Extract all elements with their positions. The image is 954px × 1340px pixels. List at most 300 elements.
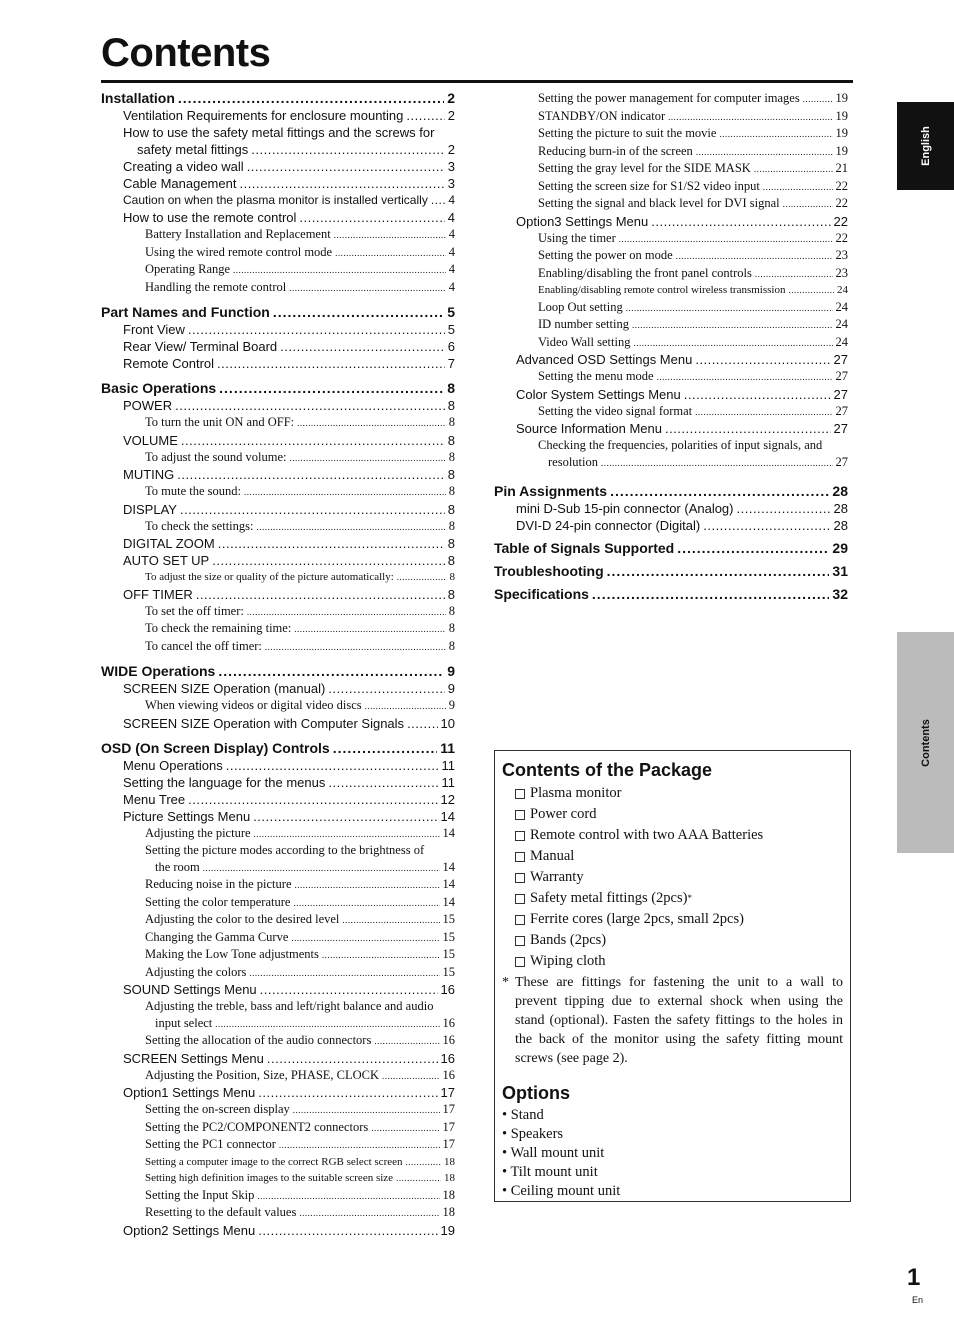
toc-entry-label: Troubleshooting [494, 563, 604, 579]
toc-entry-page: 27 [833, 421, 848, 436]
toc-entry [494, 160, 848, 178]
toc-entry [101, 620, 455, 638]
toc-entry-page: 9 [447, 663, 455, 679]
page-language: En [912, 1295, 924, 1305]
toc-entry-page: 28 [833, 518, 848, 533]
toc-leader-dots [374, 1033, 439, 1050]
toc-entry-page: 27 [833, 386, 848, 402]
toc-entry-label: Setting the allocation of the audio connectors [145, 1033, 372, 1047]
toc-entry [101, 483, 455, 501]
toc-entry [101, 414, 455, 432]
toc-entry-label: Setting the picture to suit the movie [538, 126, 717, 140]
toc-entry-page: 14 [442, 894, 455, 909]
toc-entry-label: To cancel the off timer: [145, 638, 262, 653]
toc-entry [101, 1050, 455, 1067]
toc-entry-label: Menu Tree [123, 791, 186, 807]
toc-entry-label: Setting the signal and black level for DVI signal [538, 196, 780, 210]
checkbox-icon [515, 810, 525, 820]
toc-leader-dots [763, 179, 833, 196]
toc-entry-label: Creating a video wall [123, 159, 244, 174]
toc-entry-label: Setting the language for the menus [123, 774, 326, 790]
toc-entry-page: 15 [442, 964, 455, 979]
toc-leader-dots [258, 1222, 437, 1239]
toc-leader-dots [677, 540, 829, 557]
toc-leader-dots [297, 415, 446, 432]
toc-entry [101, 244, 455, 262]
toc-entry [101, 1204, 455, 1222]
toc-entry-page: 2 [447, 90, 455, 106]
toc-leader-dots [180, 501, 445, 518]
toc-leader-dots [239, 175, 444, 192]
toc-entry [101, 964, 455, 982]
toc-entry-page: 8 [447, 501, 455, 517]
toc-entry [101, 192, 455, 209]
toc-entry-label: Option3 Settings Menu [516, 213, 649, 229]
checkbox-icon [515, 957, 525, 967]
toc-entry-page: 8 [447, 398, 455, 413]
package-item [502, 951, 843, 972]
toc-entry [101, 90, 455, 107]
toc-entry-label-cont: the room [155, 859, 200, 874]
toc-entry-label: Using the timer [538, 230, 616, 245]
toc-leader-dots [267, 1050, 438, 1067]
toc-entry-page: 6 [447, 339, 455, 354]
toc-leader-dots [280, 338, 445, 355]
toc-entry-label: DVI-D 24-pin connector (Digital) [516, 518, 701, 533]
title-rule [101, 80, 853, 83]
toc-entry-label: Adjusting the treble, bass and left/right balance and audio [145, 999, 434, 1013]
toc-entry-page: 27 [833, 352, 848, 367]
options-title: Options [502, 1083, 570, 1103]
toc-entry [101, 1222, 455, 1239]
toc-entry [101, 929, 455, 947]
toc-leader-dots [333, 740, 437, 757]
toc-leader-dots [592, 586, 830, 603]
toc-leader-dots [783, 196, 833, 213]
toc-entry-label: Reducing noise in the picture [145, 877, 292, 891]
toc-entry-page: 16 [440, 982, 455, 997]
toc-entry-label: ID number setting [538, 317, 629, 331]
toc-entry-label: How to use the safety metal fittings and the screws for [123, 125, 435, 140]
toc-entry-page: 14 [442, 825, 455, 840]
toc-entry-label: When viewing videos or digital video discs [145, 698, 362, 712]
toc-entry-page: 8 [447, 586, 455, 602]
toc-entry-label: Setting the menu mode [538, 369, 654, 383]
toc-entry [101, 998, 455, 1032]
toc-entry-page: 31 [832, 563, 848, 579]
toc-entry-label: How to use the remote control [123, 210, 297, 225]
toc-leader-dots [607, 563, 830, 580]
contents-side-tab [897, 632, 954, 853]
toc-entry-page: 4 [448, 262, 455, 276]
toc-entry [101, 1067, 455, 1085]
toc-entry-label: Setting the screen size for S1/S2 video input [538, 178, 760, 193]
toc-leader-dots [249, 965, 439, 982]
toc-leader-dots [335, 245, 446, 262]
toc-leader-dots [212, 552, 445, 569]
toc-entry-label: Adjusting the color to the desired level [145, 912, 340, 926]
toc-entry-label: Setting the picture modes according to the brightness of [145, 843, 425, 857]
toc-entry-page: 8 [449, 571, 455, 583]
toc-leader-dots [406, 1154, 442, 1171]
toc-entry [101, 209, 455, 226]
toc-entry [101, 1187, 455, 1205]
toc-leader-dots [610, 483, 829, 500]
toc-entry [101, 1170, 455, 1187]
toc-entry-page: 18 [444, 1172, 455, 1184]
toc-entry [101, 981, 455, 998]
toc-entry-page: 3 [447, 176, 455, 191]
toc-entry-page: 8 [448, 415, 455, 429]
toc-entry [101, 226, 455, 244]
package-item [502, 930, 843, 951]
toc-entry-page: 24 [835, 317, 848, 331]
toc-entry [101, 518, 455, 536]
toc-leader-dots [188, 321, 445, 338]
toc-entry [101, 279, 455, 297]
checkbox-icon [515, 894, 525, 904]
package-item-label: Manual [530, 848, 575, 864]
toc-leader-dots [260, 981, 438, 998]
toc-entry-page: 28 [832, 483, 848, 499]
toc-entry-page: 4 [448, 227, 455, 241]
toc-entry [101, 757, 455, 774]
toc-entry-label: MUTING [123, 467, 175, 482]
package-item-label: Plasma monitor [530, 785, 622, 801]
toc-leader-dots [257, 1188, 439, 1205]
toc-entry-page: 8 [447, 432, 455, 448]
toc-entry-page: 16 [440, 1050, 455, 1066]
toc-entry-label: Adjusting the Position, Size, PHASE, CLOCK [145, 1067, 380, 1082]
toc-entry-page: 17 [442, 1119, 455, 1134]
toc-entry [101, 740, 455, 757]
toc-entry [494, 368, 848, 386]
toc-leader-dots [334, 227, 446, 244]
toc-entry [101, 1136, 455, 1154]
toc-leader-dots [254, 826, 440, 843]
package-item [502, 846, 843, 867]
toc-entry-page: 9 [448, 698, 455, 712]
toc-leader-dots [328, 680, 444, 697]
toc-entry [101, 697, 455, 715]
toc-entry-page: 19 [440, 1222, 455, 1238]
toc-entry-label: AUTO SET UP [123, 553, 210, 568]
toc-entry-page: 16 [442, 1033, 455, 1047]
toc-entry-label: Handling the remote control [145, 279, 287, 294]
toc-leader-dots [365, 698, 446, 715]
toc-leader-dots [244, 484, 446, 501]
toc-entry-label: SOUND Settings Menu [123, 982, 257, 997]
toc-leader-dots [328, 774, 438, 791]
toc-entry-label: Resetting to the default values [145, 1205, 297, 1219]
toc-entry-page: 27 [835, 369, 848, 383]
toc-leader-dots [684, 386, 831, 403]
toc-entry [101, 638, 455, 656]
toc-entry [101, 774, 455, 791]
checkbox-icon [515, 936, 525, 946]
toc-entry-label: Pin Assignments [494, 483, 608, 499]
toc-entry [494, 195, 848, 213]
toc-entry-label: OFF TIMER [123, 586, 193, 602]
toc-entry-continuation [538, 454, 848, 472]
toc-entry [101, 842, 455, 876]
toc-leader-dots [178, 90, 444, 107]
toc-entry-label-cont: safety metal fittings [137, 142, 249, 157]
toc-entry [101, 1032, 455, 1050]
toc-left-column [101, 90, 455, 1239]
toc-entry [494, 437, 848, 471]
toc-leader-dots [754, 161, 833, 178]
page-number: 1 [907, 1264, 921, 1291]
toc-entry-page: 22 [835, 230, 848, 245]
package-item-label: Power cord [530, 806, 597, 822]
toc-entry [101, 124, 455, 158]
checkbox-icon [515, 852, 525, 862]
toc-entry-label: Using the wired remote control mode [145, 244, 333, 259]
footnote-marker: * [502, 975, 509, 990]
toc-entry-page: 15 [442, 912, 455, 926]
toc-entry-page: 8 [448, 518, 455, 533]
toc-entry-label: Color System Settings Menu [516, 386, 681, 402]
toc-leader-dots [291, 930, 439, 947]
toc-entry-page: 19 [835, 91, 848, 105]
toc-leader-dots [665, 420, 831, 437]
toc-entry-continuation [123, 141, 455, 158]
toc-right-column [494, 90, 848, 603]
toc-entry-label: Setting the power on mode [538, 248, 673, 262]
toc-entry-label: Caution on when the plasma monitor is installed vertically [123, 193, 428, 207]
toc-entry [101, 432, 455, 449]
toc-entry-label: Picture Settings Menu [123, 808, 251, 824]
toc-leader-dots [218, 663, 444, 680]
toc-entry-page: 27 [835, 454, 848, 469]
option-item: • Tilt mount unit [502, 1164, 598, 1180]
toc-entry-label: To turn the unit ON and OFF: [145, 415, 295, 429]
toc-entry-page: 19 [835, 143, 848, 158]
toc-entry-label: SCREEN Settings Menu [123, 1050, 264, 1066]
toc-entry-label: DIGITAL ZOOM [123, 536, 215, 551]
toc-entry-label: POWER [123, 398, 173, 413]
toc-entry [494, 420, 848, 437]
toc-entry-page: 8 [447, 536, 455, 551]
toc-leader-dots [294, 621, 445, 638]
toc-entry [101, 946, 455, 964]
toc-entry-label: VOLUME [123, 432, 178, 448]
toc-entry [101, 107, 455, 124]
toc-entry-label: To adjust the size or quality of the picture automatically: [145, 571, 394, 583]
toc-entry [101, 1084, 455, 1101]
toc-leader-dots [251, 141, 444, 158]
toc-leader-dots [177, 466, 444, 483]
toc-entry [494, 540, 848, 557]
toc-entry-label: Source Information Menu [516, 421, 662, 436]
toc-entry-page: 16 [442, 1015, 455, 1030]
package-item-label: Ferrite cores (large 2pcs, small 2pcs) [530, 911, 744, 927]
package-item-label: Warranty [530, 869, 584, 885]
toc-entry-label: Setting the PC2/COMPONENT2 connectors [145, 1119, 369, 1134]
toc-entry [101, 355, 455, 372]
toc-entry-page: 9 [447, 681, 455, 696]
toc-entry-page: 19 [835, 108, 848, 123]
toc-leader-dots [737, 500, 831, 517]
toc-entry-label: Video Wall setting [538, 334, 631, 349]
toc-leader-dots [289, 450, 445, 467]
toc-entry-page: 18 [442, 1187, 455, 1202]
toc-entry-label: Enabling/disabling remote control wireless transmission [538, 284, 786, 296]
toc-entry [101, 680, 455, 697]
toc-entry [101, 569, 455, 586]
toc-leader-dots [215, 1016, 439, 1033]
toc-entry-label: Advanced OSD Settings Menu [516, 352, 693, 367]
toc-leader-dots [322, 947, 440, 964]
toc-entry-page: 10 [440, 715, 455, 731]
toc-entry-page: 24 [835, 299, 848, 314]
toc-entry [101, 397, 455, 414]
toc-entry-page: 8 [448, 449, 455, 464]
package-footnote [502, 973, 843, 1068]
toc-entry-label: Making the Low Tone adjustments [145, 947, 319, 961]
toc-leader-dots [273, 304, 444, 321]
toc-entry-label: Battery Installation and Replacement [145, 227, 331, 241]
toc-leader-dots [657, 369, 833, 386]
toc-leader-dots [676, 248, 833, 265]
toc-entry-label: Option1 Settings Menu [123, 1085, 256, 1100]
toc-entry [101, 894, 455, 912]
toc-entry-page: 8 [448, 621, 455, 635]
package-contents-box [494, 750, 851, 1202]
package-item [502, 867, 843, 888]
option-item: • Wall mount unit [502, 1145, 605, 1161]
toc-leader-dots [695, 351, 830, 368]
toc-leader-dots [431, 192, 445, 209]
toc-entry-page: 4 [448, 244, 455, 259]
toc-entry-label: DISPLAY [123, 501, 177, 517]
toc-entry-label-cont: input select [155, 1015, 213, 1030]
toc-entry [494, 334, 848, 352]
toc-entry [494, 108, 848, 126]
toc-leader-dots [396, 1170, 441, 1187]
option-item: • Stand [502, 1107, 544, 1123]
toc-leader-dots [175, 397, 445, 414]
toc-entry-label: Adjusting the picture [145, 825, 251, 840]
toc-entry-page: 4 [448, 193, 455, 207]
package-item [502, 909, 843, 930]
toc-entry [101, 586, 455, 603]
toc-leader-dots [226, 757, 439, 774]
package-item [502, 888, 843, 909]
toc-entry-page: 23 [835, 248, 848, 262]
toc-leader-dots [299, 1205, 439, 1222]
toc-entry-page: 4 [447, 210, 455, 225]
toc-entry-label: Menu Operations [123, 757, 223, 773]
toc-entry-page: 22 [833, 213, 848, 229]
toc-leader-dots [218, 535, 445, 552]
toc-entry-label: Setting the Input Skip [145, 1187, 255, 1202]
toc-leader-dots [188, 791, 437, 808]
toc-entry [101, 380, 455, 397]
toc-entry [101, 876, 455, 894]
toc-leader-dots [668, 109, 832, 126]
toc-entry [101, 1119, 455, 1137]
toc-entry-label: To mute the sound: [145, 484, 241, 498]
english-tab-label: English [919, 126, 932, 166]
toc-entry-page: 24 [837, 284, 848, 296]
toc-entry-label: Basic Operations [101, 380, 217, 396]
page-title: Contents [101, 31, 271, 75]
toc-entry-page: 17 [442, 1102, 455, 1116]
option-item: • Speakers [502, 1126, 564, 1142]
toc-leader-dots [203, 860, 440, 877]
toc-entry-page: 19 [835, 126, 848, 140]
toc-entry-page: 17 [440, 1085, 455, 1100]
toc-entry-page: 8 [448, 638, 455, 653]
toc-entry-label: Setting the power management for computer images [538, 91, 800, 105]
toc-leader-dots [703, 517, 830, 534]
toc-entry-label: Loop Out setting [538, 299, 623, 314]
toc-leader-dots [633, 335, 832, 352]
toc-leader-dots [181, 432, 445, 449]
toc-leader-dots [342, 912, 439, 929]
toc-entry-page: 5 [447, 322, 455, 337]
toc-entry-label-cont: resolution [548, 454, 598, 469]
toc-entry-label: STANDBY/ON indicator [538, 108, 666, 123]
toc-leader-dots [247, 158, 445, 175]
toc-leader-dots [382, 1068, 439, 1085]
package-items-list [502, 783, 843, 972]
toc-entry [494, 247, 848, 265]
toc-entry-page: 29 [832, 540, 848, 556]
toc-leader-dots [293, 1102, 440, 1119]
toc-entry [101, 501, 455, 518]
toc-leader-dots [601, 455, 833, 472]
toc-entry [101, 304, 455, 321]
toc-entry-page: 8 [447, 467, 455, 482]
toc-entry [101, 175, 455, 192]
toc-entry [101, 321, 455, 338]
toc-entry [101, 791, 455, 808]
toc-entry [494, 230, 848, 248]
toc-leader-dots [233, 262, 446, 279]
toc-entry-continuation [145, 1015, 455, 1033]
toc-entry-page: 8 [447, 380, 455, 396]
toc-entry [494, 282, 848, 299]
toc-entry-label: SCREEN SIZE Operation with Computer Signals [123, 715, 405, 731]
toc-leader-dots [256, 519, 445, 536]
toc-entry-label: WIDE Operations [101, 663, 216, 679]
toc-entry [101, 603, 455, 621]
toc-entry-label: Specifications [494, 586, 589, 602]
package-item [502, 783, 843, 804]
toc-entry-label: mini D-Sub 15-pin connector (Analog) [516, 501, 734, 516]
package-item-label: Remote control with two AAA Batteries [530, 827, 764, 843]
toc-leader-dots [265, 639, 446, 656]
toc-entry-page: 3 [447, 159, 455, 174]
toc-entry-page: 8 [447, 553, 455, 568]
toc-entry [101, 466, 455, 483]
toc-entry [101, 911, 455, 929]
toc-entry-label: Part Names and Function [101, 304, 270, 320]
toc-entry-label: To check the settings: [145, 518, 254, 533]
toc-entry-page: 16 [442, 1067, 455, 1082]
toc-leader-dots [299, 209, 444, 226]
checkbox-icon [515, 915, 525, 925]
toc-leader-dots [258, 1084, 437, 1101]
toc-entry-label: Setting the gray level for the SIDE MASK [538, 161, 751, 175]
toc-leader-dots [196, 586, 445, 603]
toc-leader-dots [619, 231, 833, 248]
toc-entry [101, 715, 455, 732]
toc-entry [494, 125, 848, 143]
